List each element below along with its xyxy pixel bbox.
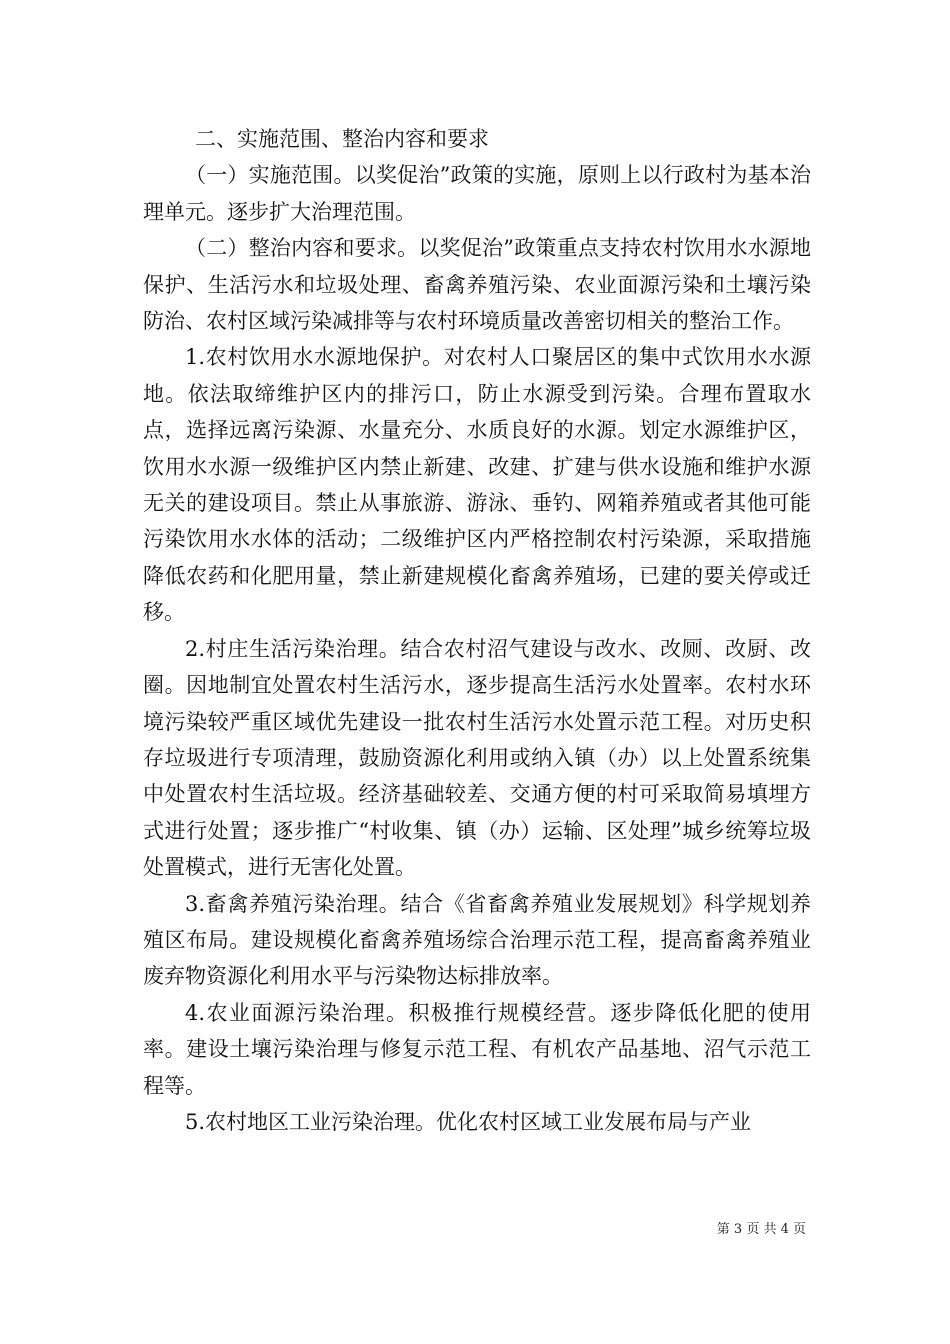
paragraph-item-1: 1.农村饮用水水源地保护。对农村人口聚居区的集中式饮用水水源地。依法取缔维护区内的排污口，防止水源受到污染。合理布置取水点，选择远离污染源、水量充分、水质良好的水源。划定水源维护区，饮用水水源一级维护区内禁止新建、改建、扩建与供水设施和维护水源无关的建设项目。禁止从事旅游、游泳、垂钓、网箱养殖或者其他可能污染饮用水水体的活动；二级维护区内严格控制农村污染源，采取措施降低农药和化肥用量，禁止新建规模化畜禽养殖场，已建的要关停或迁移。: [143, 345, 811, 625]
paragraph-item-2: 2.村庄生活污染治理。结合农村沼气建设与改水、改厕、改厨、改圈。因地制宜处置农村生活污水，逐步提高生活污水处置率。农村水环境污染较严重区域优先建设一批农村生活污水处置示范工程。对历史积存垃圾进行专项清理，鼓励资源化利用或纳入镇（办）以上处置系统集中处置农村生活垃圾。经济基础较差、交通方便的村可采取简易填埋方式进行处置；逐步推广“村收集、镇（办）运输、区处理”城乡统筹垃圾处置模式，进行无害化处置。: [143, 636, 811, 880]
paragraph-item-3: 3.畜禽养殖污染治理。结合《省畜禽养殖业发展规划》科学规划养殖区布局。建设规模化畜禽养殖场综合治理示范工程，提高畜禽养殖业废弃物资源化利用水平与污染物达标排放率。: [143, 891, 811, 989]
paragraph-item-4: 4.农业面源污染治理。积极推行规模经营。逐步降低化肥的使用率。建设土壤污染治理与修复示范工程、有机农产品基地、沼气示范工程等。: [143, 1000, 811, 1098]
paragraph-scope: （一）实施范围。以奖促治”政策的实施，原则上以行政村为基本治理单元。逐步扩大治理范围。: [143, 163, 811, 224]
document-body: [143, 121, 811, 1140]
page-number-footer: 第 3 页 共 4 页: [716, 1222, 806, 1237]
paragraph-content-requirements: （二）整治内容和要求。以奖促治”政策重点支持农村饮用水水源地保护、生活污水和垃圾处理、畜禽养殖污染、农业面源污染和土壤污染防治、农村区域污染减排等与农村环境质量改善密切相关的整治工作。: [143, 236, 811, 334]
paragraph-item-5: 5.农村地区工业污染治理。优化农村区域工业发展布局与产业: [185, 1109, 752, 1134]
section-heading: 二、实施范围、整治内容和要求: [195, 127, 489, 151]
